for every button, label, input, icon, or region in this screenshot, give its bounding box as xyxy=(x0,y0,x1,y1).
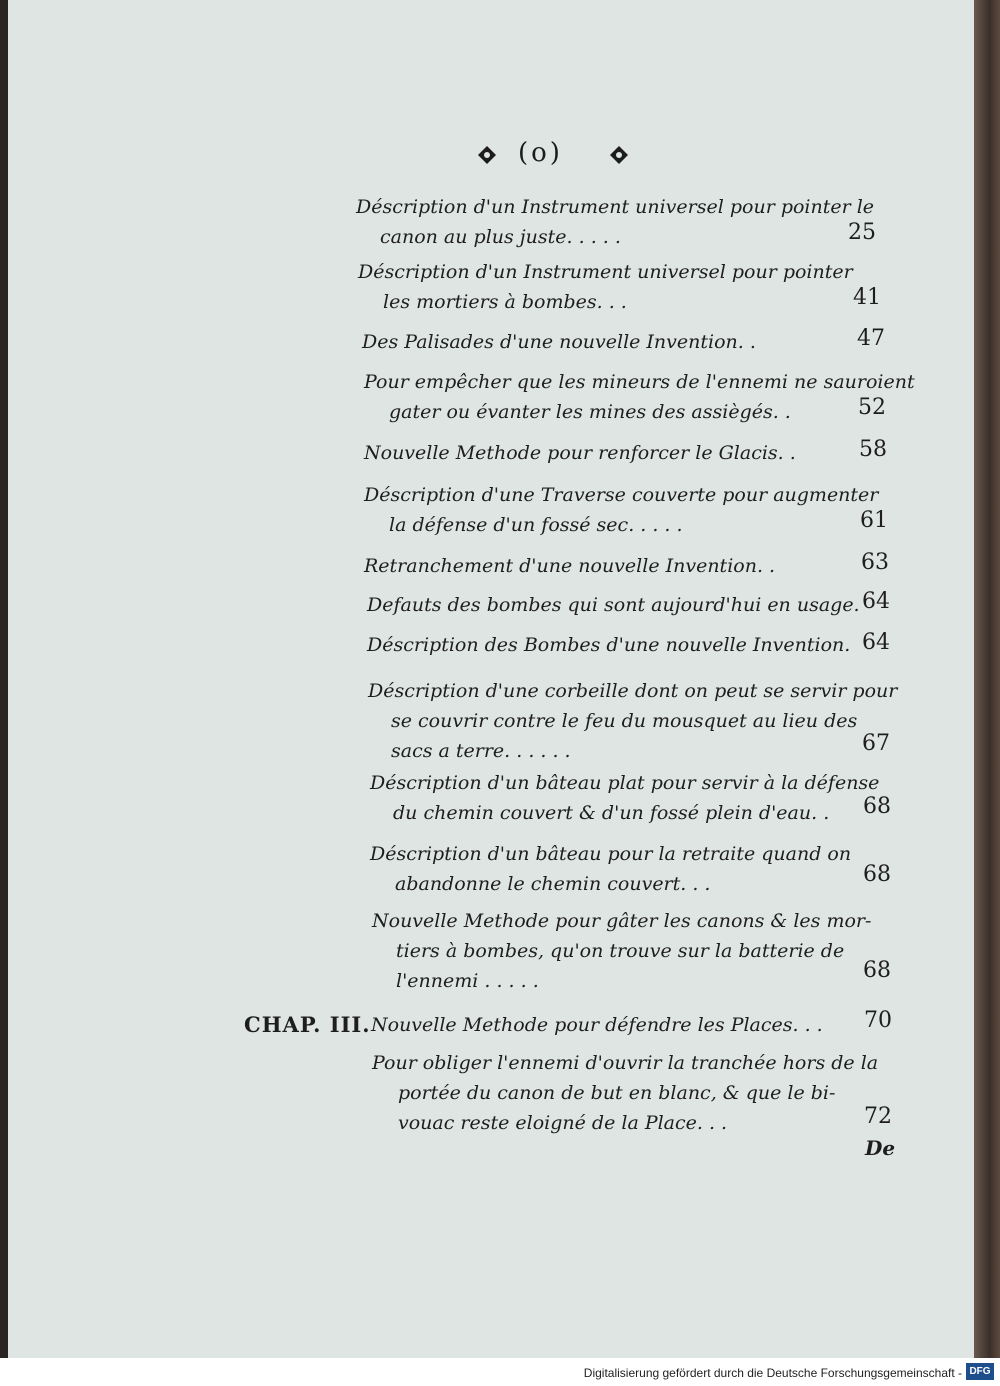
toc-page-number: 58 xyxy=(859,437,887,462)
toc-page-number: 67 xyxy=(862,731,890,756)
toc-page-number: 64 xyxy=(862,589,890,614)
toc-entry-line: Nouvelle Methode pour gâter les canons & les mor- xyxy=(372,910,872,932)
toc-entry-line: Déscription d'une Traverse couverte pour augmenter xyxy=(364,484,879,506)
toc-entry-line: Déscription d'un bâteau plat pour servir à la défense xyxy=(370,772,880,794)
toc-entry-line: Déscription d'un Instrument universel pour pointer xyxy=(358,261,853,283)
dfg-logo: DFG xyxy=(966,1363,994,1380)
footer-credit: Digitalisierung gefördert durch die Deutsche Forschungsgemeinschaft - xyxy=(583,1366,962,1380)
toc-entry-line: abandonne le chemin couvert. . . xyxy=(395,873,711,895)
toc-entry-line: sacs a terre. . . . . . xyxy=(391,740,571,762)
toc-entry-line: Pour obliger l'ennemi d'ouvrir la tranchée hors de la xyxy=(372,1052,879,1074)
toc-page-number: 70 xyxy=(864,1008,892,1033)
toc-entry-line: Nouvelle Methode pour renforcer le Glacis. . xyxy=(364,442,796,464)
toc-page-number: 72 xyxy=(864,1104,892,1129)
toc-entry-line: canon au plus juste. . . . . xyxy=(380,226,621,248)
catchword: De xyxy=(865,1136,896,1160)
toc-entry-line: se couvrir contre le feu du mousquet au lieu des xyxy=(391,710,858,732)
chapter-label: CHAP. III. xyxy=(244,1012,371,1037)
toc-page-number: 68 xyxy=(863,958,891,983)
toc-entry-line: Déscription d'une corbeille dont on peut se servir pour xyxy=(368,680,898,702)
toc-entry-line: tiers à bombes, qu'on trouve sur la batterie de xyxy=(396,940,845,962)
toc-entry-line: Pour empêcher que les mineurs de l'ennemi ne sauroient xyxy=(364,371,915,393)
toc-entry-line: Nouvelle Methode pour défendre les Places. . . xyxy=(371,1014,823,1036)
toc-entry-line: vouac reste eloigné de la Place. . . xyxy=(398,1112,728,1134)
toc-entry-line: gater ou évanter les mines des assiègés. . xyxy=(389,401,791,423)
page-number: (o) xyxy=(518,138,563,168)
toc-entry-line: Defauts des bombes qui sont aujourd'hui en usage. xyxy=(367,594,860,616)
toc-entry-line: Déscription d'un Instrument universel pour pointer le xyxy=(356,196,875,218)
toc-page-number: 25 xyxy=(848,220,876,245)
toc-page-number: 61 xyxy=(860,508,888,533)
ornament-left-icon xyxy=(478,146,496,164)
book-gutter xyxy=(974,0,1000,1358)
toc-entry-line: Déscription des Bombes d'une nouvelle Invention. xyxy=(367,634,851,656)
toc-page-number: 64 xyxy=(862,630,890,655)
toc-page-number: 68 xyxy=(863,794,891,819)
toc-entry-line: Retranchement d'une nouvelle Invention. . xyxy=(364,555,776,577)
toc-entry-line: la défense d'un fossé sec. . . . . xyxy=(389,514,683,536)
ornament-right-icon xyxy=(610,146,628,164)
toc-page-number: 63 xyxy=(861,550,889,575)
toc-page-number: 52 xyxy=(858,395,886,420)
page-header xyxy=(470,138,640,178)
toc-entry-line: les mortiers à bombes. . . xyxy=(383,291,627,313)
toc-entry-line: Des Palisades d'une nouvelle Invention. . xyxy=(362,331,756,353)
toc-entry-line: du chemin couvert & d'un fossé plein d'eau. . xyxy=(393,802,830,824)
toc-page-number: 47 xyxy=(857,326,885,351)
toc-page-number: 68 xyxy=(863,862,891,887)
toc-entry-line: portée du canon de but en blanc, & que le bi- xyxy=(398,1082,836,1104)
toc-entry-line: l'ennemi . . . . . xyxy=(396,970,539,992)
toc-page-number: 41 xyxy=(853,285,881,310)
toc-entry-line: Déscription d'un bâteau pour la retraite quand on xyxy=(370,843,852,865)
